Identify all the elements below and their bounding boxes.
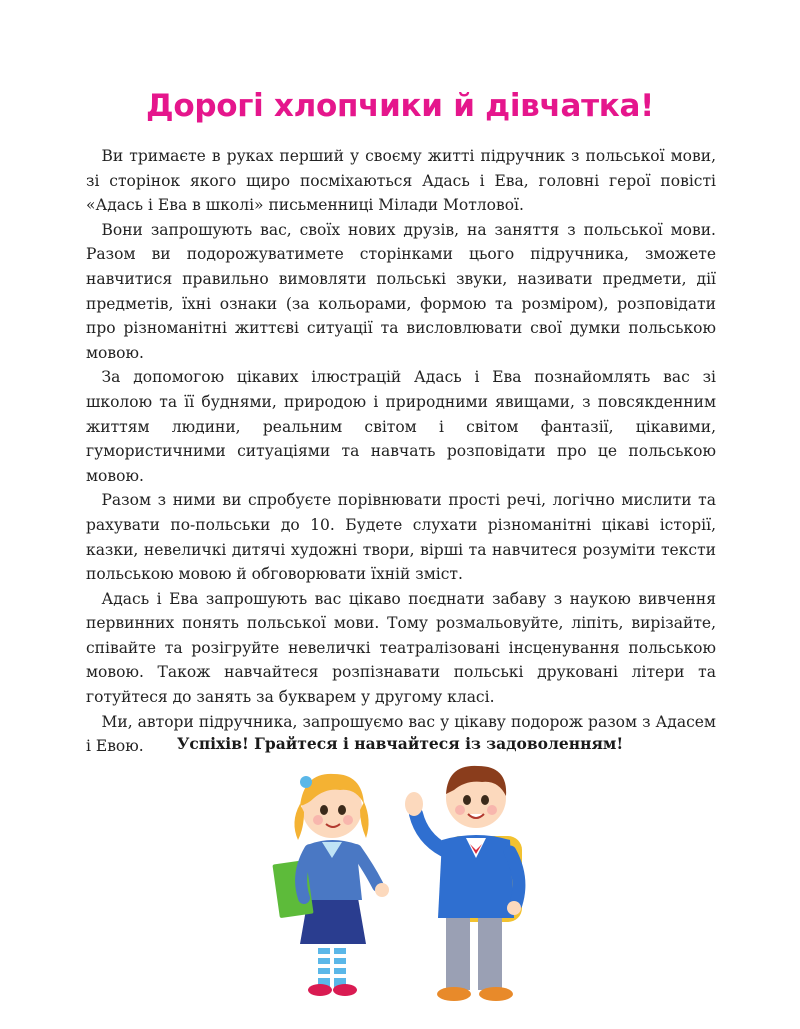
paragraph-text: Адась і Ева запрошують вас цікаво поєднати забаву з наукою вивчення первинних понять польської мови. Тому розмальовуйте, ліпіть, вирізайте, співайте та розігруйте невеличкі театралізовані інсценування польською мовою. Також навчайтеся розпізнавати польські друковані літери та готуйтеся до занять за букварем у другому класі. [86, 589, 716, 707]
paragraph-text: Ми, автори підручника, запрошуємо вас у цікаву подорож разом з Адасем і Евою. [86, 712, 716, 756]
paragraph-text: Вони запрошують вас, своїх нових друзів, на заняття з польської мови. Разом ви подорожуватимете сторінками цього підручника, зможете навчитися правильно вимовляти польські звуки, називати предмети, дії предметів, їхні ознаки (за кольорами, формою та розміром), розповідати про різноманітні життєві ситуації та висловлювати свої думки польською мовою. [86, 220, 716, 362]
paragraph-text: Разом з ними ви спробуєте порівнювати прості речі, логічно мислити та рахувати по-польськи до 10. Будете слухати різноманітні цікаві історії, казки, невеличкі дитячі художні твори, вірші та навчитеся розуміти тексти польською мовою й обговорювати їхній зміст. [86, 491, 716, 584]
paragraph [86, 144, 716, 218]
paragraph [86, 488, 716, 586]
page-title: Дорогі хлопчики й дівчатка! [146, 88, 654, 124]
paragraph-text: Ви тримаєте в руках перший у своєму житті підручник з польської мови, зі сторінок якого щиро посміхаються Адась і Ева, головні герої повісті «Адась і Ева в школі» письменниці Мілади Мотлової. [86, 147, 716, 215]
closing-wish: Успіхів! Грайтеся і навчайтеся із задоволенням! [176, 734, 624, 753]
paragraph [86, 365, 716, 488]
intro-text [86, 144, 716, 759]
paragraph-text: За допомогою цікавих ілюстрацій Адась і Ева познайомлять вас зі школою та її буднями, природою і природними явищами, з повсякденним життям людини, реальним світом і світом фантазії, цікавими, гумористичними ситуаціями та навчать розповідати про це польською мовою. [86, 368, 716, 485]
paragraph [86, 218, 716, 366]
paragraph [86, 587, 716, 710]
boy-figure [405, 766, 522, 1001]
girl-figure [272, 774, 389, 996]
children-illustration [270, 758, 550, 1020]
